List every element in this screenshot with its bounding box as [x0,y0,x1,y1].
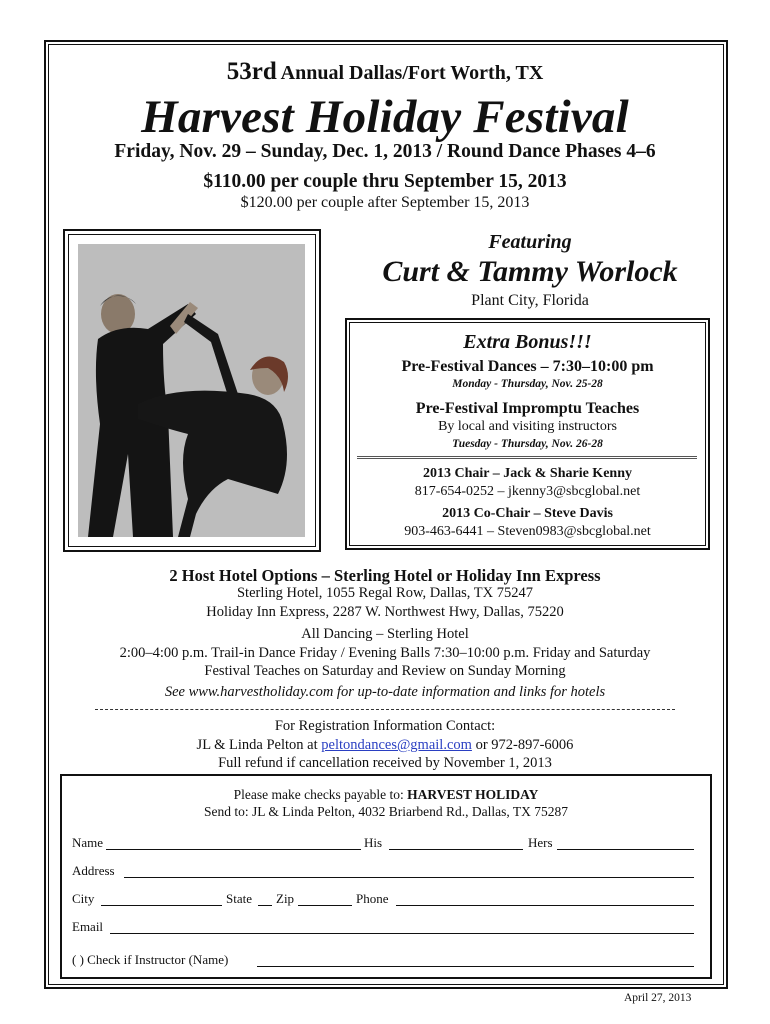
instructor-name-field[interactable] [257,966,694,967]
registration-contact-suffix: or 972-897-6006 [471,737,574,753]
dancers-photo [78,244,305,537]
edition-place: Annual Dallas/Fort Worth, TX [280,62,544,84]
website-note: See www.harvestholiday.com for up-to-date information and links for hotels [164,684,606,700]
registration-contact [0,737,770,754]
name-field[interactable] [106,849,361,850]
price-late: $120.00 per couple after September 15, 2013 [240,194,530,211]
instructor-checkbox-label[interactable]: ( ) Check if Instructor (Name) [72,952,229,967]
cochair-contact: 903-463-6441 – Steven0983@sbcglobal.net [404,524,651,539]
price-early: $110.00 per couple thru September 15, 2013 [203,171,567,192]
email-field[interactable] [110,933,694,934]
phone-label: Phone [356,891,389,906]
hers-label: Hers [528,835,553,850]
state-field[interactable] [258,905,272,906]
impromptu-teaches-days: Tuesday - Thursday, Nov. 26-28 [452,438,603,450]
send-to-address: Send to: JL & Linda Pelton, 4032 Briarbend Rd., Dallas, TX 75287 [203,804,569,819]
impromptu-teaches-heading: Pre-Festival Impromptu Teaches [415,400,640,417]
chair-heading: 2013 Chair – Jack & Sharie Kenny [423,466,632,481]
zip-label: Zip [276,891,295,906]
page-title: Harvest Holiday Festival [141,91,629,143]
registration-heading: For Registration Information Contact: [274,718,496,734]
email-label: Email [72,919,104,934]
featured-name: Curt & Tammy Worlock [382,255,678,288]
hotel-sterling: Sterling Hotel, 1055 Regal Row, Dallas, TX 75247 [236,585,533,601]
bonus-title: Extra Bonus!!! [463,331,592,353]
registration-contact-prefix: JL & Linda Pelton at [196,737,322,753]
address-field[interactable] [124,877,694,878]
bonus-divider [357,456,697,459]
cochair-heading: 2013 Co-Chair – Steve Davis [442,506,613,521]
phone-field[interactable] [396,905,694,906]
featured-city: Plant City, Florida [471,292,589,309]
dancing-couple-image [78,244,305,537]
pre-festival-dances-heading: Pre-Festival Dances – 7:30–10:00 pm [401,358,654,375]
dance-schedule: 2:00–4:00 p.m. Trail-in Dance Friday / Evening Balls 7:30–10:00 p.m. Friday and Saturday [119,645,651,661]
name-label: Name [72,835,104,850]
pre-festival-dances-days: Monday - Thursday, Nov. 25-28 [452,378,603,390]
address-label: Address [72,863,115,878]
chair-contact: 817-654-0252 – jkenny3@sbcglobal.net [414,484,641,499]
teaches-schedule: Festival Teaches on Saturday and Review on Sunday Morning [204,663,566,679]
edition-line [0,58,770,86]
checks-payable-line [60,787,712,803]
city-label: City [72,891,95,906]
state-label: State [226,891,252,906]
dancing-location: All Dancing – Sterling Hotel [301,626,469,642]
city-field[interactable] [101,905,222,906]
zip-field[interactable] [298,905,352,906]
his-label: His [364,835,383,850]
hers-name-field[interactable] [557,849,694,850]
refund-policy: Full refund if cancellation received by November 1, 2013 [218,755,552,771]
impromptu-teaches-description: By local and visiting instructors [438,419,617,434]
edition-ordinal: 53rd [226,58,277,85]
checks-payable-prefix: Please make checks payable to: [233,787,408,802]
dashed-divider [95,709,675,710]
hotel-holiday-inn: Holiday Inn Express, 2287 W. Northwest Hwy, Dallas, 75220 [206,604,564,620]
registration-email-link[interactable]: peltondances@gmail.com [321,737,472,753]
featuring-label: Featuring [488,231,572,253]
checks-payee: HARVEST HOLIDAY [407,787,539,802]
hotels-heading: 2 Host Hotel Options – Sterling Hotel or Holiday Inn Express [169,566,601,585]
his-name-field[interactable] [389,849,523,850]
footer-date: April 27, 2013 [624,992,692,1004]
event-dates: Friday, Nov. 29 – Sunday, Dec. 1, 2013 / Round Dance Phases 4–6 [114,141,656,162]
